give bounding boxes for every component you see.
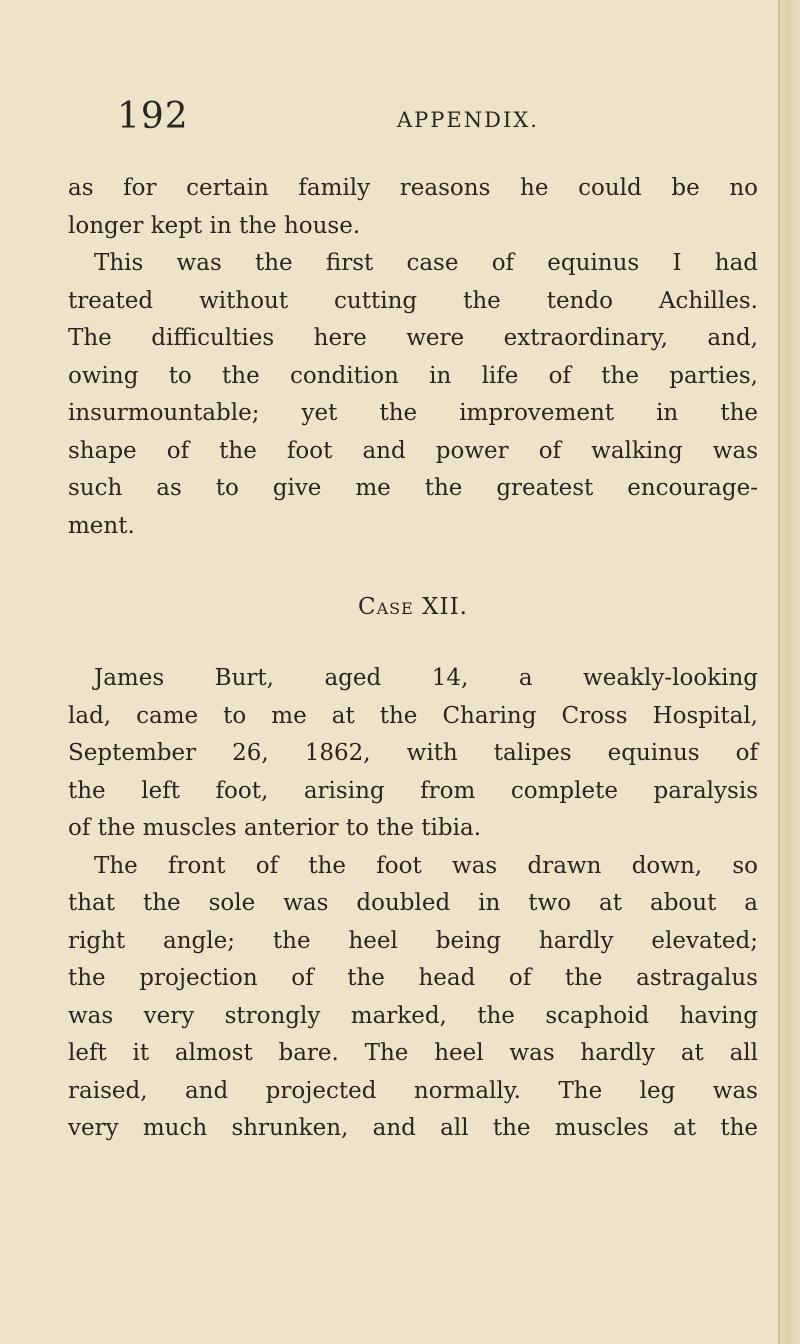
text-line: such as to give me the greatest encourage- [68, 475, 758, 501]
text-line: September 26, 1862, with talipes equinus of [68, 740, 758, 766]
text-line: very much shrunken, and all the muscles at the [68, 1115, 758, 1141]
page-edge-line [778, 0, 780, 1344]
text-line: the left foot, arising from complete paralysis [68, 777, 758, 804]
text-line: was very strongly marked, the scaphoid having [68, 1002, 758, 1029]
text-line: insurmountable; yet the improvement in the [68, 400, 758, 426]
page-edge [778, 0, 800, 1344]
text-line: the projection of the head of the astragalus [68, 965, 758, 991]
text-line: This was the first case of equinus I had [94, 250, 758, 276]
text-line: ment. [68, 512, 135, 539]
page-header [117, 96, 677, 146]
case-heading: Case XII. [358, 594, 468, 620]
text-line: raised, and projected normally. The leg was [68, 1077, 758, 1104]
text-line: left it almost bare. The heel was hardly at all [68, 1040, 758, 1066]
body-text [68, 170, 758, 1148]
running-head: APPENDIX. [397, 108, 539, 132]
paragraph-case-intro [68, 660, 758, 848]
text-line: as for certain family reasons he could be no [68, 175, 758, 201]
text-line: of the muscles anterior to the tibia. [68, 815, 482, 841]
paragraph-case-description [68, 848, 758, 1148]
page-number: 192 [117, 96, 189, 137]
text-line: lad, came to me at the Charing Cross Hospital, [68, 702, 758, 729]
text-line: longer kept in the house. [68, 212, 361, 239]
paragraph-equinus-summary [68, 245, 758, 545]
text-line: The difficulties here were extraordinary, and, [68, 325, 758, 351]
text-line: The front of the foot was drawn down, so [94, 852, 758, 879]
text-line: James Burt, aged 14, a weakly-looking [94, 665, 758, 691]
text-line: that the sole was doubled in two at about a [68, 890, 758, 916]
paragraph-continuation [68, 170, 758, 245]
text-line: owing to the condition in life of the parties, [68, 362, 758, 389]
text-line: right angle; the heel being hardly elevated; [68, 927, 758, 954]
text-line: shape of the foot and power of walking was [68, 437, 758, 464]
text-line: treated without cutting the tendo Achilles. [68, 287, 758, 314]
